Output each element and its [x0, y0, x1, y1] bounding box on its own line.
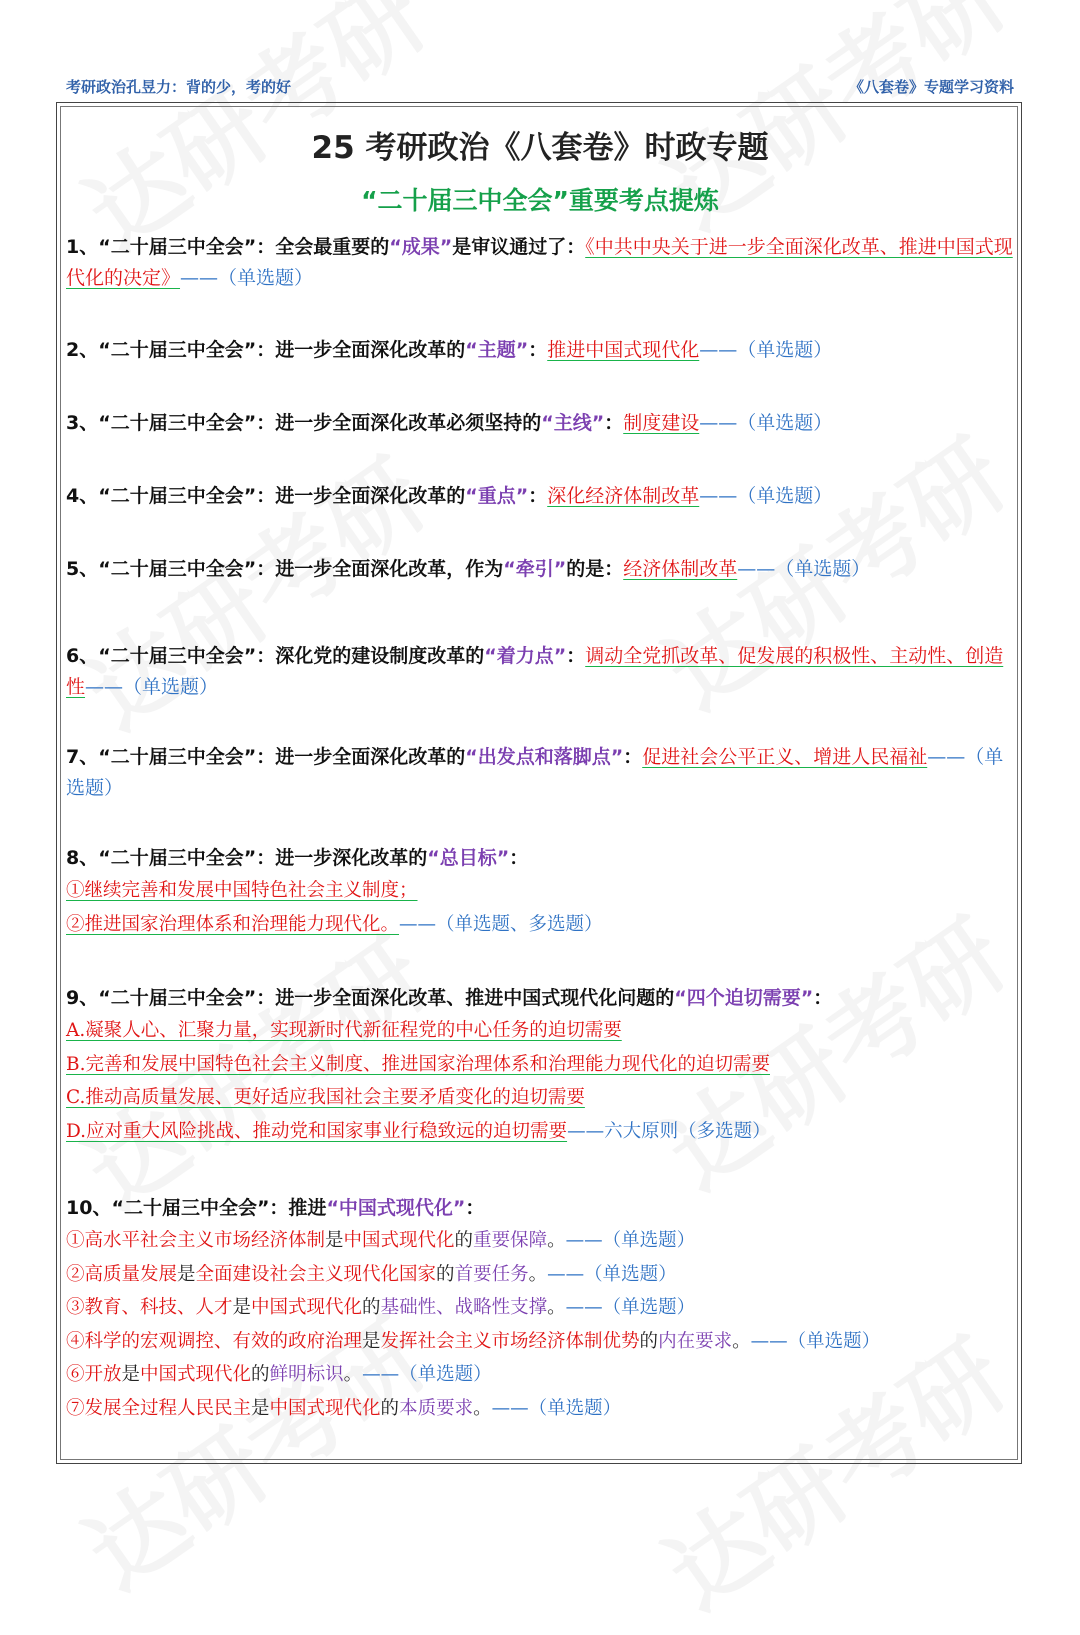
- answer: D.应对重大风险挑战、推动党和国家事业行稳致远的迫切需要: [66, 1120, 568, 1142]
- question-item: 6、“二十届三中全会”：深化党的建设制度改革的“着力点”：调动全党抓改革、促发展的积极性、主动性、创造性——（单选题）: [66, 645, 1004, 698]
- header-series: 《八套卷》专题学习资料: [848, 78, 1014, 96]
- question-type: ——六大原则（多选题）: [567, 1120, 771, 1142]
- answer: A.凝聚人心、汇聚力量，实现新时代新征程党的中心任务的迫切需要: [66, 1020, 622, 1041]
- list-item: ④科学的宏观调控、有效的政府治理是发挥社会主义市场经济体制优势的内在要求。——（单选题）: [66, 1330, 881, 1352]
- answer: C.推动高质量发展、更好适应我国社会主要矛盾变化的迫切需要: [66, 1087, 585, 1108]
- answer: 经济体制改革: [623, 558, 738, 580]
- question-item: 8、“二十届三中全会”：进一步深化改革的“总目标”： ①继续完善和发展中国特色社会主义制度； ②推进国家治理体系和治理能力现代化。——（单选题、多选题）: [66, 847, 603, 935]
- question-type: ——（单选题）: [180, 267, 314, 289]
- question-item: 1、“二十届三中全会”：全会最重要的“成果”是审议通过了：《中共中央关于进一步全面深化改革、推进中国式现代化的决定》——（单选题）: [66, 236, 1013, 289]
- question-item: 5、“二十届三中全会”：进一步全面深化改革，作为“牵引”的是：经济体制改革——（单选题）: [66, 558, 871, 580]
- question-item: 9、“二十届三中全会”：进一步全面深化改革、推进中国式现代化问题的“四个迫切需要”： A.凝聚人心、汇聚力量，实现新时代新征程党的中心任务的迫切需要 B.完善和发展中国特色社会主义制度、推进国家治理体系和治理能力现代化的迫切需要 C.推动高质量发展、更好适应我国社会主要矛盾变化的迫切需要 D.应对重大风险挑战、推动党和国家事业行稳致远的迫切需要——六大原则（多选题）: [66, 987, 833, 1142]
- question-type: ——（单选题）: [85, 676, 219, 698]
- question-item: 7、“二十届三中全会”：进一步全面深化改革的“出发点和落脚点”：促进社会公平正义、增进人民福祉——（单选题）: [66, 746, 1004, 799]
- answer: B.完善和发展中国特色社会主义制度、推进国家治理体系和治理能力现代化的迫切需要: [66, 1053, 770, 1075]
- question-item: 10、“二十届三中全会”：推进“中国式现代化”： ①高水平社会主义市场经济体制是中国式现代化的重要保障。——（单选题） ②高质量发展是全面建设社会主义现代化国家的首要任务。——（单选题） ③教育、科技、人才是中国式现代化的基础性、战略性支撑。——（单选题） ④科学的宏观调控、有效的政府治理是发挥社会主义市场经济体制优势的内在要求。——（单选题） ⑥开放是中国式现代化的鲜明标识。——（单选题） ⑦发展全过程人民民主是中国式现代化的本质要求。——（单选题）: [66, 1193, 1018, 1425]
- list-item: ③教育、科技、人才是中国式现代化的基础性、战略性支撑。——（单选题）: [66, 1297, 696, 1318]
- answer: 深化经济体制改革: [547, 485, 700, 507]
- list-item: ①高水平社会主义市场经济体制是中国式现代化的重要保障。——（单选题）: [66, 1230, 696, 1251]
- question-type: ——（单选题、多选题）: [399, 913, 603, 935]
- header-author: 考研政治孔昱力：背的少，考的好: [66, 78, 292, 96]
- page-title: 25 考研政治《八套卷》时政专题: [311, 130, 769, 166]
- page-subtitle: “二十届三中全会”重要考点提炼: [361, 186, 719, 215]
- answer: 《中共中央关于进一步全面深化改革、推进中国式现代化的决定》: [66, 236, 1013, 289]
- list-item: ②高质量发展是全面建设社会主义现代化国家的首要任务。——（单选题）: [66, 1263, 677, 1285]
- question-item: 3、“二十届三中全会”：进一步全面深化改革必须坚持的“主线”：制度建设——（单选题）: [66, 412, 833, 434]
- question-item: 4、“二十届三中全会”：进一步全面深化改革的“重点”：深化经济体制改革——（单选题）: [66, 485, 833, 507]
- answer: 推进中国式现代化: [547, 339, 700, 361]
- answer: ②推进国家治理体系和治理能力现代化。: [66, 913, 400, 935]
- question-type: ——（单选题）: [66, 746, 1004, 799]
- answer: ①继续完善和发展中国特色社会主义制度；: [66, 880, 418, 901]
- question-type: ——（单选题）: [737, 558, 871, 580]
- answer: 制度建设: [623, 412, 700, 434]
- question-item: 2、“二十届三中全会”：进一步全面深化改革的“主题”：推进中国式现代化——（单选题）: [66, 339, 833, 361]
- answer: 调动全党抓改革、促发展的积极性、主动性、创造性: [66, 645, 1004, 698]
- question-type: ——（单选题）: [699, 412, 833, 434]
- question-type: ——（单选题）: [699, 485, 833, 507]
- list-item: ⑦发展全过程人民民主是中国式现代化的本质要求。——（单选题）: [66, 1397, 622, 1419]
- question-type: ——（单选题）: [699, 339, 833, 361]
- answer: 促进社会公平正义、增进人民福祉: [642, 746, 928, 768]
- list-item: ⑥开放是中国式现代化的鲜明标识。——（单选题）: [66, 1364, 492, 1385]
